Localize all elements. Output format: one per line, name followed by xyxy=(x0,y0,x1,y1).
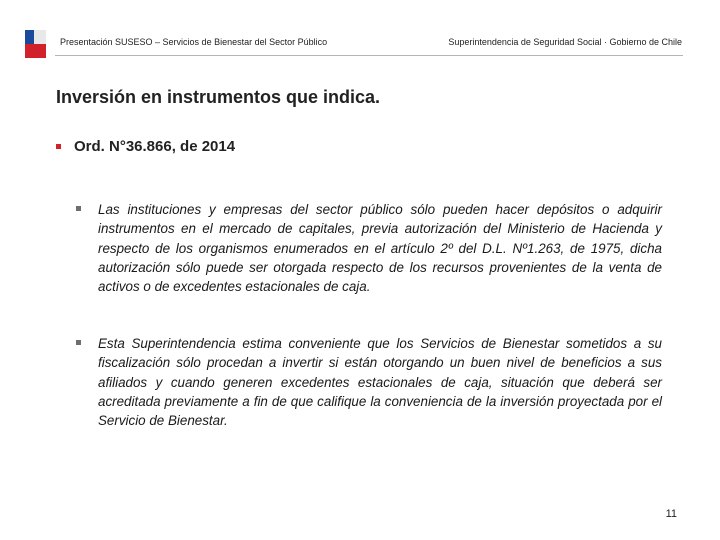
level1-bullet-item xyxy=(56,138,235,155)
bullet-text: Las instituciones y empresas del sector público sólo pueden hacer depósitos o adquirir instrumentos en el mercado de capitales, previa autorización del Ministerio de Hacienda y respecto de los organismos enumerados en el artículo 2º del D.L. Nº1.263, de 1975, dicha autorización sólo puede ser otorgada respecto de los recursos provenientes de la venta de activos o de excedentes estacionales de caja. xyxy=(98,202,662,295)
square-bullet-icon xyxy=(76,340,81,345)
bullet-item xyxy=(76,334,662,430)
flag-white-field xyxy=(34,30,46,44)
flag-blue-field xyxy=(25,30,34,44)
bullet-item xyxy=(76,200,662,296)
header-right-text: Superintendencia de Seguridad Social · Gobierno de Chile xyxy=(448,37,682,47)
chile-flag-logo xyxy=(25,30,46,58)
level1-bullet-label: Ord. N°36.866, de 2014 xyxy=(74,138,236,155)
square-bullet-icon xyxy=(56,144,61,149)
page-number: 11 xyxy=(665,508,677,520)
header-left-text: Presentación SUSESO – Servicios de Bienestar del Sector Público xyxy=(60,37,328,47)
slide-title: Inversión en instrumentos que indica. xyxy=(56,87,381,107)
square-bullet-icon xyxy=(76,206,81,211)
flag-red-field xyxy=(25,44,46,58)
header-divider xyxy=(55,55,683,56)
bullet-text: Esta Superintendencia estima conveniente que los Servicios de Bienestar sometidos a su fiscalización sólo procedan a invertir si están otorgando un buen nivel de beneficios a sus afiliados y cuando generen excedentes estacionales de caja, situación que deberá ser acreditada previamente a fin de que califique la conveniencia de la inversión proyectada por el Servicio de Bienestar. xyxy=(98,336,662,429)
